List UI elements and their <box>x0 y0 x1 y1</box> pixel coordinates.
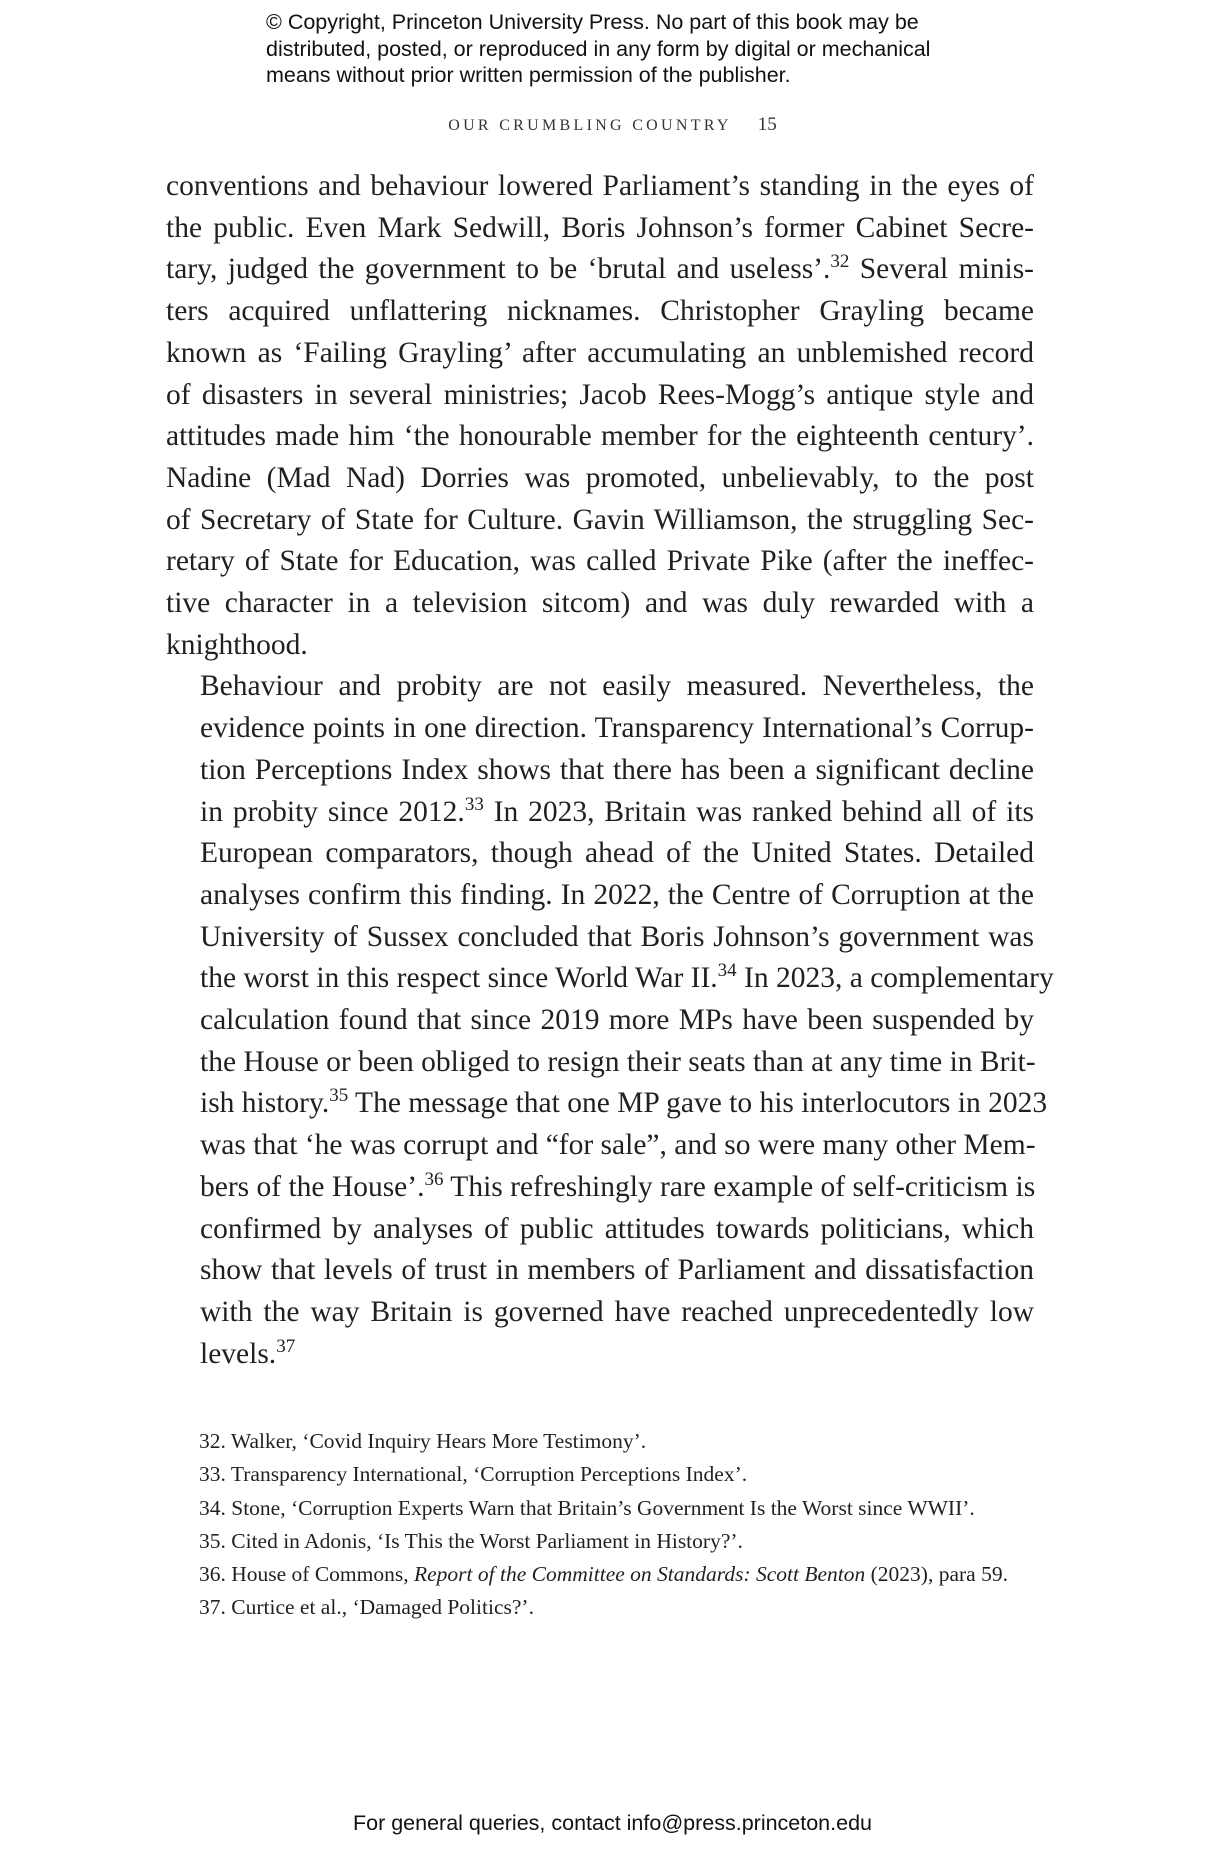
text-line <box>166 458 1034 500</box>
line-text: Behaviour and probity are not easily measured. Nevertheless, the <box>200 670 1034 703</box>
text-line <box>166 1125 1034 1167</box>
footnote-reference[interactable]: 32 <box>830 251 850 273</box>
footnote <box>199 1591 1039 1624</box>
line-text: ters acquired unflattering nicknames. Christopher Grayling became <box>166 295 1034 328</box>
footnote-title-italic: Report of the Committee on Standards: Scott Benton <box>414 1562 866 1587</box>
footnote-reference[interactable]: 36 <box>424 1168 444 1190</box>
footnote-number: 36. <box>199 1562 226 1587</box>
line-text: evidence points in one direction. Transparency International’s Corrup- <box>200 712 1034 745</box>
line-text: knighthood. <box>166 628 308 661</box>
line-text: of Secretary of State for Culture. Gavin Williamson, the struggling Sec- <box>166 503 1034 536</box>
copyright-line: means without prior written permission of the publisher. <box>266 63 791 87</box>
text-line <box>166 583 1034 625</box>
text-line <box>166 166 1034 208</box>
line-text: the House or been obliged to resign their seats than at any time in Brit- <box>200 1045 1036 1078</box>
running-head-title: OUR CRUMBLING COUNTRY <box>448 117 732 134</box>
line-text: conventions and behaviour lowered Parliament’s standing in the eyes of <box>166 170 1034 202</box>
line-text: levels. <box>200 1337 277 1370</box>
footnote-reference[interactable]: 37 <box>276 1335 296 1357</box>
text-line <box>166 333 1034 375</box>
line-text: with the way Britain is governed have reached unprecedentedly low <box>200 1295 1034 1328</box>
footnote-reference[interactable]: 34 <box>717 960 737 982</box>
line-text: In 2023, a complementary <box>736 962 1054 995</box>
line-text: Nadine (Mad Nad) Dorries was promoted, unbelievably, to the post <box>166 461 1034 494</box>
text-line <box>166 958 1054 1000</box>
line-text: was that ‘he was corrupt and “for sale”, and so were many other Mem- <box>200 1129 1036 1162</box>
line-text: bers of the House’. <box>200 1170 425 1203</box>
text-line <box>166 1292 1034 1334</box>
footnote-text: Cited in Adonis, ‘Is This the Worst Parliament in History?’. <box>231 1528 743 1553</box>
paragraph <box>166 666 1054 1375</box>
line-text: retary of State for Education, was called Private Pike (after the ineffec- <box>166 545 1034 578</box>
text-line <box>166 541 1034 583</box>
footnote-reference[interactable]: 33 <box>464 793 484 815</box>
text-line <box>166 500 1034 542</box>
line-text: analyses confirm this finding. In 2022, the Centre of Corruption at the <box>200 878 1034 911</box>
line-text: European comparators, though ahead of the United States. Detailed <box>200 837 1034 870</box>
line-text: tive character in a television sitcom) and was duly rewarded with a <box>166 587 1034 620</box>
line-text: confirmed by analyses of public attitudes towards politicians, which <box>200 1212 1034 1245</box>
footnotes <box>199 1425 1039 1625</box>
footnote-number: 32. <box>199 1429 226 1453</box>
line-text: in probity since 2012. <box>200 795 465 828</box>
line-text: ish history. <box>200 1087 330 1120</box>
footnote-text: Walker, ‘Covid Inquiry Hears More Testimony’. <box>230 1429 647 1453</box>
footnote-number: 35. <box>199 1528 226 1553</box>
text-line <box>166 708 1034 750</box>
text-line <box>166 750 1034 792</box>
text-line <box>166 917 1034 959</box>
footnote-text: Curtice et al., ‘Damaged Politics?’. <box>231 1595 534 1620</box>
footnote <box>199 1458 1039 1491</box>
text-line <box>166 1250 1034 1292</box>
page-number: 15 <box>757 114 777 135</box>
line-text: tary, judged the government to be ‘brutal and useless’. <box>166 253 831 286</box>
line-text: In 2023, Britain was ranked behind all of its <box>483 795 1034 828</box>
footnote <box>199 1558 1039 1591</box>
footnote <box>199 1425 1039 1458</box>
running-head <box>0 114 1225 136</box>
body-text <box>166 166 1054 1375</box>
line-text: the public. Even Mark Sedwill, Boris Johnson’s former Cabinet Secre- <box>166 211 1034 244</box>
line-text: Several minis- <box>849 253 1034 286</box>
footnote-text: House of Commons, <box>231 1562 414 1587</box>
text-line <box>166 1334 1034 1376</box>
line-text: attitudes made him ‘the honourable member for the eighteenth century’. <box>166 420 1034 453</box>
text-line <box>166 792 1034 834</box>
line-text: tion Perceptions Index shows that there has been a significant decline <box>200 753 1034 786</box>
text-line <box>166 833 1034 875</box>
text-line <box>166 208 1034 250</box>
text-line <box>166 666 1034 708</box>
line-text: calculation found that since 2019 more MPs have been suspended by <box>200 1004 1034 1037</box>
footnote-text: Transparency International, ‘Corruption Perceptions Index’. <box>230 1462 748 1487</box>
line-text: of disasters in several ministries; Jacob Rees-Mogg’s antique style and <box>166 378 1034 411</box>
copyright-line: distributed, posted, or reproduced in any form by digital or mechanical <box>266 36 931 61</box>
footnote <box>199 1492 1039 1525</box>
text-line <box>166 416 1034 458</box>
line-text: known as ‘Failing Grayling’ after accumulating an unblemished record <box>166 336 1034 369</box>
text-line <box>166 1167 1034 1209</box>
text-line <box>166 1083 1048 1125</box>
text-line <box>166 291 1034 333</box>
text-line <box>166 875 1034 917</box>
text-line <box>166 1042 1034 1084</box>
copyright-notice <box>266 9 1026 89</box>
line-text: This refreshingly rare example of self-criticism is <box>443 1170 1036 1203</box>
text-line <box>166 625 1034 667</box>
line-text: The message that one MP gave to his interlocutors in 2023 <box>348 1087 1048 1120</box>
text-line <box>166 249 1034 291</box>
footer-contact: For general queries, contact info@press.princeton.edu <box>352 1811 872 1835</box>
footnote-reference[interactable]: 35 <box>329 1085 349 1107</box>
paragraph <box>166 166 1034 666</box>
copyright-line: © Copyright, Princeton University Press. No part of this book may be <box>266 10 919 34</box>
footnote-number: 37. <box>199 1595 226 1620</box>
footnote-text: Stone, ‘Corruption Experts Warn that Britain’s Government Is the Worst since WWII’. <box>231 1495 975 1520</box>
text-line <box>166 1000 1034 1042</box>
footnote-text: (2023), para 59. <box>865 1562 1008 1587</box>
text-line <box>166 1209 1034 1251</box>
text-line <box>166 375 1034 417</box>
footnote <box>199 1525 1039 1558</box>
line-text: show that levels of trust in members of Parliament and dissatisfaction <box>200 1254 1034 1287</box>
footnote-number: 33. <box>199 1462 226 1487</box>
line-text: University of Sussex concluded that Boris Johnson’s government was <box>200 920 1034 953</box>
footnote-number: 34. <box>199 1495 226 1520</box>
line-text: the worst in this respect since World War II. <box>200 962 718 995</box>
